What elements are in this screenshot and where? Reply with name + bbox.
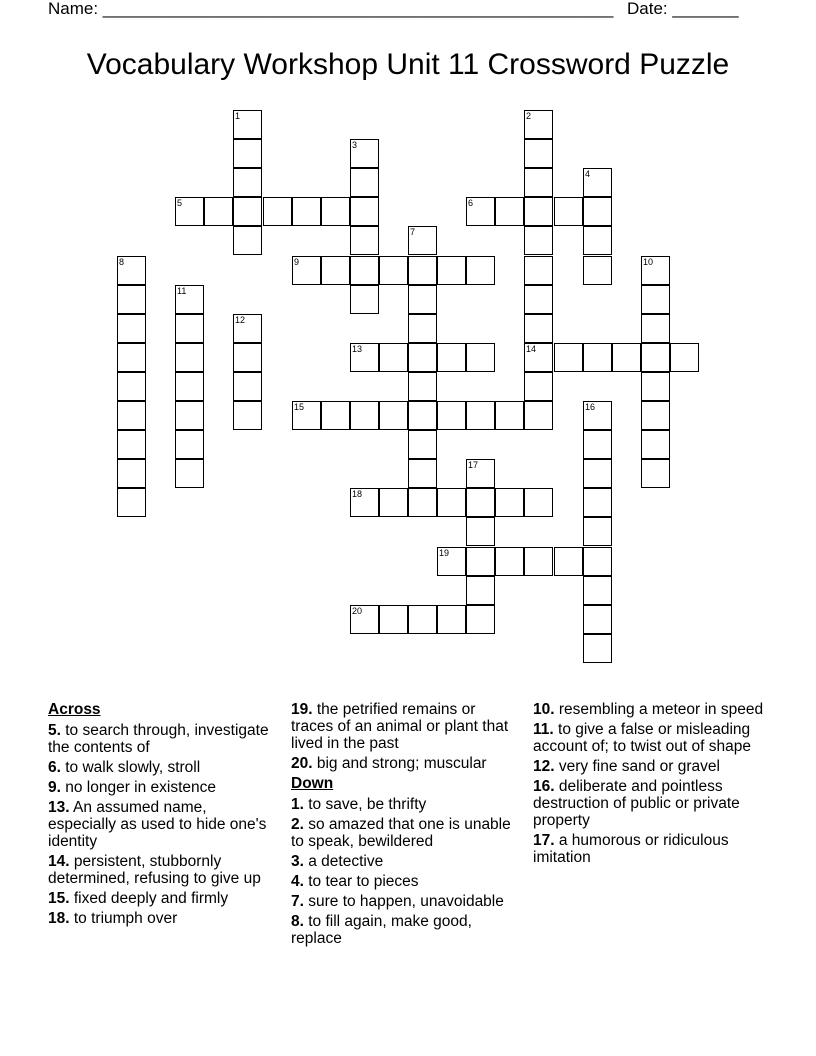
clue-number-label: 14: [526, 344, 537, 354]
grid-cell[interactable]: [524, 314, 553, 343]
clue-number-label: 15: [294, 402, 305, 412]
grid-cell[interactable]: [641, 343, 670, 372]
grid-cell[interactable]: [583, 430, 612, 459]
clue-text: to save, be thrifty: [303, 796, 427, 813]
grid-cell[interactable]: [379, 401, 408, 430]
clue-text: the petrified remains or traces of an animal or plant that lived in the past: [291, 701, 509, 752]
clue-number: 3.: [291, 853, 304, 870]
clue-number: 7.: [291, 893, 304, 910]
grid-cell[interactable]: [117, 314, 146, 343]
grid-cell[interactable]: [233, 314, 262, 343]
grid-cell[interactable]: [466, 459, 495, 488]
clue-item: [533, 832, 768, 866]
grid-cell[interactable]: [641, 372, 670, 401]
grid-cell[interactable]: [437, 401, 466, 430]
grid-cell[interactable]: [117, 488, 146, 517]
clue-number-label: 3: [352, 140, 358, 150]
clue-text: fixed deeply and firmly: [69, 890, 229, 907]
clue-item: [291, 873, 516, 890]
grid-cell[interactable]: [117, 256, 146, 285]
grid-cell[interactable]: [437, 256, 466, 285]
clue-text: big and strong; muscular: [312, 755, 487, 772]
grid-cell[interactable]: [350, 197, 379, 226]
grid-cell[interactable]: [175, 197, 204, 226]
grid-cell[interactable]: [641, 401, 670, 430]
clue-text: deliberate and pointless destruction of public or private property: [533, 778, 740, 829]
grid-cell[interactable]: [641, 285, 670, 314]
grid-cell[interactable]: [175, 285, 204, 314]
grid-cell[interactable]: [495, 197, 524, 226]
grid-cell[interactable]: [554, 547, 583, 576]
grid-cell[interactable]: [117, 343, 146, 372]
clue-text: no longer in existence: [60, 779, 217, 796]
clue-number: 4.: [291, 873, 304, 890]
clue-item: [533, 721, 768, 755]
grid-cell[interactable]: [117, 459, 146, 488]
clue-text: persistent, stubbornly determined, refusing to give up: [48, 853, 261, 887]
grid-cell[interactable]: [408, 488, 437, 517]
grid-cell[interactable]: [175, 430, 204, 459]
clue-item: [48, 799, 270, 850]
clue-number-label: 19: [439, 548, 450, 558]
grid-cell[interactable]: [321, 256, 350, 285]
grid-cell[interactable]: [350, 285, 379, 314]
grid-cell[interactable]: [233, 168, 262, 197]
grid-cell[interactable]: [379, 256, 408, 285]
clue-text: to walk slowly, stroll: [60, 759, 201, 776]
grid-cell[interactable]: [292, 401, 321, 430]
grid-cell[interactable]: [583, 605, 612, 634]
clue-item: [48, 722, 270, 756]
grid-cell[interactable]: [466, 401, 495, 430]
clue-text: to search through, investigate the contents of: [48, 722, 269, 756]
grid-cell[interactable]: [554, 197, 583, 226]
grid-cell[interactable]: [233, 401, 262, 430]
grid-cell[interactable]: [437, 488, 466, 517]
grid-cell[interactable]: [408, 459, 437, 488]
clue-number: 18.: [48, 910, 70, 927]
grid-cell[interactable]: [670, 343, 699, 372]
grid-cell[interactable]: [408, 372, 437, 401]
grid-cell[interactable]: [466, 343, 495, 372]
grid-cell[interactable]: [495, 547, 524, 576]
grid-cell[interactable]: [641, 314, 670, 343]
grid-cell[interactable]: [233, 226, 262, 255]
clue-item: [291, 913, 516, 947]
grid-cell[interactable]: [233, 372, 262, 401]
grid-cell[interactable]: [233, 197, 262, 226]
clue-number: 17.: [533, 832, 555, 849]
clue-number: 8.: [291, 913, 304, 930]
grid-cell[interactable]: [117, 401, 146, 430]
clue-number-label: 8: [119, 257, 125, 267]
grid-cell[interactable]: [350, 488, 379, 517]
clue-item: [48, 910, 270, 927]
grid-cell[interactable]: [583, 576, 612, 605]
grid-cell[interactable]: [583, 226, 612, 255]
grid-cell[interactable]: [263, 197, 292, 226]
grid-cell[interactable]: [583, 168, 612, 197]
grid-cell[interactable]: [233, 139, 262, 168]
grid-cell[interactable]: [117, 430, 146, 459]
grid-cell[interactable]: [437, 343, 466, 372]
clue-number: 9.: [48, 779, 61, 796]
clue-number: 11.: [533, 721, 554, 738]
clue-text: sure to happen, unavoidable: [303, 893, 504, 910]
clue-number: 1.: [291, 796, 304, 813]
clue-column-1: [48, 701, 270, 930]
grid-cell[interactable]: [175, 459, 204, 488]
clue-number-label: 12: [235, 315, 246, 325]
clue-item: [48, 759, 270, 776]
clue-number-label: 7: [410, 227, 416, 237]
clue-column-2: [291, 701, 516, 950]
grid-cell[interactable]: [495, 488, 524, 517]
clue-number: 16.: [533, 778, 555, 795]
grid-cell[interactable]: [175, 401, 204, 430]
grid-cell[interactable]: [408, 605, 437, 634]
clue-text: to triumph over: [69, 910, 178, 927]
clue-number-label: 2: [526, 111, 532, 121]
grid-cell[interactable]: [350, 139, 379, 168]
grid-cell[interactable]: [466, 197, 495, 226]
clue-item: [291, 816, 516, 850]
grid-cell[interactable]: [233, 343, 262, 372]
grid-cell[interactable]: [408, 430, 437, 459]
grid-cell[interactable]: [233, 110, 262, 139]
grid-cell[interactable]: [466, 576, 495, 605]
grid-cell[interactable]: [524, 343, 553, 372]
grid-cell[interactable]: [466, 547, 495, 576]
grid-cell[interactable]: [408, 226, 437, 255]
clue-number-label: 18: [352, 489, 363, 499]
grid-cell[interactable]: [292, 197, 321, 226]
grid-cell[interactable]: [175, 314, 204, 343]
grid-cell[interactable]: [583, 459, 612, 488]
grid-cell[interactable]: [175, 372, 204, 401]
clue-number-label: 4: [585, 169, 591, 179]
clue-number-label: 10: [643, 257, 654, 267]
clue-item: [291, 893, 516, 910]
grid-cell[interactable]: [524, 110, 553, 139]
grid-cell[interactable]: [641, 256, 670, 285]
grid-cell[interactable]: [524, 401, 553, 430]
page-title: Vocabulary Workshop Unit 11 Crossword Puzzle: [86, 48, 730, 81]
clue-number: 20.: [291, 755, 313, 772]
clue-number: 13.: [48, 799, 70, 816]
clue-number-label: 13: [352, 344, 363, 354]
clue-item: [291, 853, 516, 870]
clue-number: 14.: [48, 853, 70, 870]
clue-text: to fill again, make good, replace: [291, 913, 472, 947]
clue-item: [533, 778, 768, 829]
grid-cell[interactable]: [321, 401, 350, 430]
grid-cell[interactable]: [495, 401, 524, 430]
clue-number: 19.: [291, 701, 313, 718]
grid-cell[interactable]: [437, 605, 466, 634]
grid-cell[interactable]: [524, 139, 553, 168]
grid-cell[interactable]: [583, 256, 612, 285]
clue-text: a detective: [303, 853, 384, 870]
grid-cell[interactable]: [612, 343, 641, 372]
grid-cell[interactable]: [408, 256, 437, 285]
clue-item: [291, 701, 516, 752]
clue-number-label: 5: [177, 198, 183, 208]
grid-cell[interactable]: [466, 605, 495, 634]
grid-cell[interactable]: [350, 401, 379, 430]
grid-cell[interactable]: [524, 372, 553, 401]
grid-cell[interactable]: [117, 372, 146, 401]
clue-number-label: 20: [352, 606, 363, 616]
grid-cell[interactable]: [554, 343, 583, 372]
clue-column-3: [533, 701, 768, 869]
grid-cell[interactable]: [408, 285, 437, 314]
clue-item: [48, 890, 270, 907]
grid-cell[interactable]: [117, 285, 146, 314]
grid-cell[interactable]: [466, 256, 495, 285]
grid-cell[interactable]: [524, 256, 553, 285]
clue-item: [533, 701, 768, 718]
clue-text: An assumed name, especially as used to hide one's identity: [48, 799, 267, 850]
grid-cell[interactable]: [408, 401, 437, 430]
grid-cell[interactable]: [524, 488, 553, 517]
grid-cell[interactable]: [524, 547, 553, 576]
grid-cell[interactable]: [466, 488, 495, 517]
clue-number: 6.: [48, 759, 61, 776]
clue-text: a humorous or ridiculous imitation: [533, 832, 729, 866]
grid-cell[interactable]: [583, 547, 612, 576]
clue-item: [48, 779, 270, 796]
date-field[interactable]: Date: _______: [627, 0, 739, 18]
clue-text: resembling a meteor in speed: [554, 701, 764, 718]
clue-number-label: 1: [235, 111, 241, 121]
grid-cell[interactable]: [641, 459, 670, 488]
clue-item: [533, 758, 768, 775]
grid-cell[interactable]: [524, 285, 553, 314]
grid-cell[interactable]: [583, 634, 612, 663]
grid-cell[interactable]: [175, 343, 204, 372]
grid-cell[interactable]: [379, 343, 408, 372]
grid-cell[interactable]: [583, 197, 612, 226]
grid-cell[interactable]: [641, 430, 670, 459]
grid-cell[interactable]: [350, 343, 379, 372]
grid-cell[interactable]: [350, 226, 379, 255]
clue-number: 2.: [291, 816, 304, 833]
clue-number: 10.: [533, 701, 555, 718]
clue-item: [291, 796, 516, 813]
grid-cell[interactable]: [350, 256, 379, 285]
grid-cell[interactable]: [408, 314, 437, 343]
grid-cell[interactable]: [321, 197, 350, 226]
grid-cell[interactable]: [379, 605, 408, 634]
clue-item: [291, 755, 516, 772]
clue-number: 12.: [533, 758, 555, 775]
clue-text: so amazed that one is unable to speak, bewildered: [291, 816, 511, 850]
clue-text: to give a false or misleading account of; to twist out of shape: [533, 721, 751, 755]
clue-number-label: 6: [468, 198, 474, 208]
grid-cell[interactable]: [524, 197, 553, 226]
clue-number: 5.: [48, 722, 61, 739]
clue-text: to tear to pieces: [303, 873, 419, 890]
clue-number-label: 11: [177, 286, 187, 296]
clue-text: very fine sand or gravel: [554, 758, 720, 775]
clue-number-label: 16: [585, 402, 596, 412]
name-field[interactable]: Name: ______________________________________________________: [48, 0, 614, 18]
grid-cell[interactable]: [583, 401, 612, 430]
across-heading: Across: [48, 701, 101, 718]
grid-cell[interactable]: [524, 168, 553, 197]
grid-cell[interactable]: [379, 488, 408, 517]
clue-number-label: 17: [468, 460, 479, 470]
grid-cell[interactable]: [524, 226, 553, 255]
grid-cell[interactable]: [466, 517, 495, 546]
grid-cell[interactable]: [350, 168, 379, 197]
grid-cell[interactable]: [583, 343, 612, 372]
grid-cell[interactable]: [292, 256, 321, 285]
grid-cell[interactable]: [204, 197, 233, 226]
grid-cell[interactable]: [583, 488, 612, 517]
grid-cell[interactable]: [408, 343, 437, 372]
grid-cell[interactable]: [437, 547, 466, 576]
clue-number-label: 9: [294, 257, 300, 267]
grid-cell[interactable]: [583, 517, 612, 546]
down-heading: Down: [291, 775, 334, 792]
clue-number: 15.: [48, 890, 70, 907]
grid-cell[interactable]: [350, 605, 379, 634]
clue-item: [48, 853, 270, 887]
